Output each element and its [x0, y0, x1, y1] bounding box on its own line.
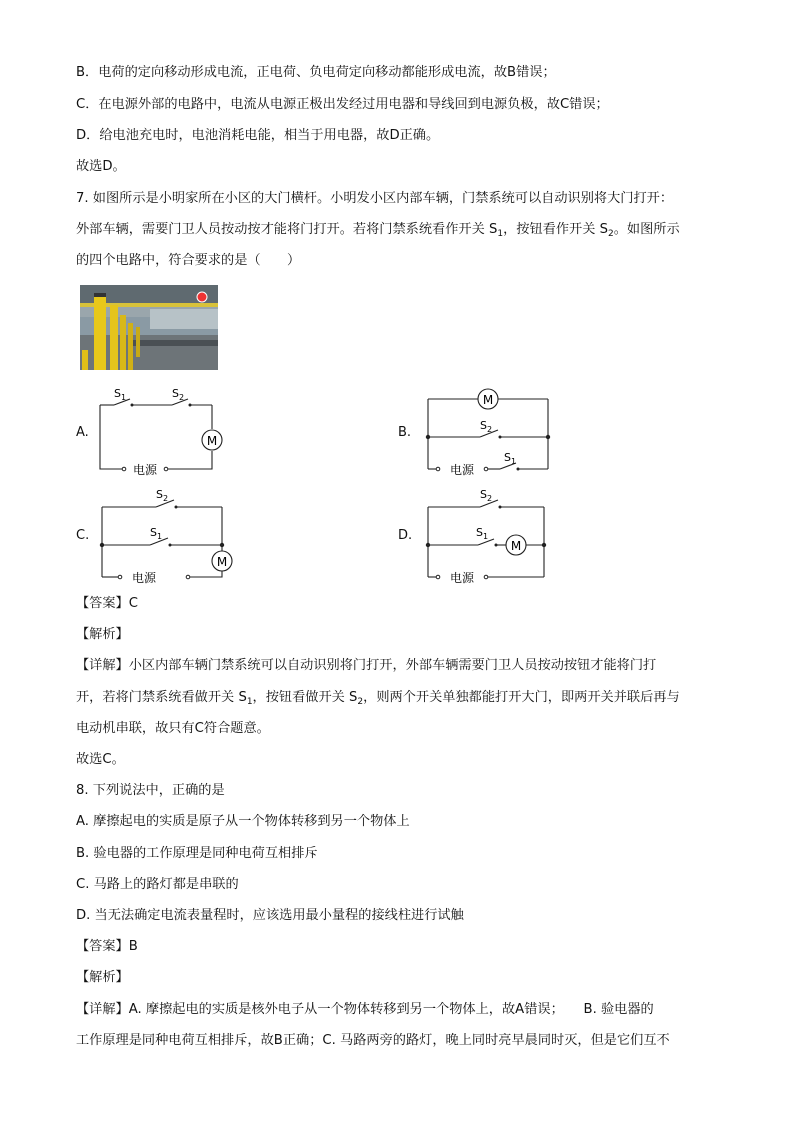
- q8-analysis-heading: 【解析】: [76, 970, 129, 985]
- switch-s1-label: $S_1$: [150, 526, 163, 541]
- q7-text-c: 。如图所示: [613, 222, 680, 237]
- q7-text-b: ，按钮看作开关 S: [503, 222, 608, 237]
- circuit-b: [418, 385, 558, 485]
- power-source-label: 电源: [132, 463, 158, 477]
- power-source-label: 电源: [131, 571, 157, 585]
- line-d-option: D．给电池充电时，电池消耗电能，相当于用电器，故D正确。: [76, 128, 440, 143]
- motor-label: M: [216, 555, 228, 569]
- q7-detail-text-b: ，按钮看做开关 S: [252, 690, 358, 705]
- switch-s2-label: $S_2$: [172, 387, 185, 402]
- switch-s2-label: $S_2$: [480, 419, 493, 434]
- q8-option-b: B. 验电器的工作原理是同种电荷互相排斥: [76, 846, 318, 861]
- q7-detail-text-c: ，则两个开关单独都能打开大门，即两开关并联后再与: [363, 690, 680, 705]
- q7-select: 故选C。: [76, 752, 125, 767]
- q7-text-a: 外部车辆，需要门卫人员按动按才能将门打开。若将门禁系统看作开关 S: [76, 222, 498, 237]
- switch-s1-label: $S_1$: [114, 387, 127, 402]
- q7-detail-text-a: 开，若将门禁系统看做开关 S: [76, 690, 247, 705]
- option-c-label: C.: [76, 528, 90, 543]
- q8-option-d: D. 当无法确定电流表量程时，应该选用最小量程的接线柱进行试触: [76, 908, 464, 923]
- power-source-label: 电源: [449, 463, 475, 477]
- motor-label: M: [206, 434, 218, 448]
- switch-s1-label: $S_1$: [504, 451, 517, 466]
- q7-line-1: 7. 如图所示是小明家所在小区的大门横杆。小明发小区内部车辆，门禁系统可以自动识别将大门打开：: [76, 191, 674, 206]
- subscript: 2: [607, 229, 614, 239]
- line-c-option: C．在电源外部的电路中，电流从电源正极出发经过用电器和导线回到电源负极，故C错误；: [76, 97, 609, 112]
- gate-barrier-photo: [80, 285, 218, 370]
- q8-detail-1: 【详解】A. 摩擦起电的实质是核外电子从一个物体转移到另一个物体上，故A错误； B. 验电器的: [76, 1002, 654, 1017]
- circuit-a: [90, 385, 230, 485]
- subscript: 1: [497, 229, 504, 239]
- q7-analysis-heading: 【解析】: [76, 627, 129, 642]
- option-b-label: B.: [398, 425, 412, 440]
- switch-s2-label: $S_2$: [480, 488, 493, 503]
- switch-s2-label: $S_2$: [156, 488, 169, 503]
- motor-label: M: [482, 393, 494, 407]
- option-d-label: D.: [398, 528, 413, 543]
- q7-detail-2: [76, 689, 680, 711]
- q8-stem: 8. 下列说法中，正确的是: [76, 783, 225, 798]
- q8-option-c: C. 马路上的路灯都是串联的: [76, 877, 239, 892]
- q8-answer: 【答案】B: [76, 939, 138, 954]
- motor-label: M: [510, 539, 522, 553]
- q7-line-2: [76, 221, 680, 243]
- q8-detail-2: 工作原理是同种电荷互相排斥，故B正确；C. 马路两旁的路灯，晚上同时亮早晨同时灭，但是它们互不: [76, 1033, 670, 1048]
- line-b-option: B．电荷的定向移动形成电流，正电荷、负电荷定向移动都能形成电流，故B错误；: [76, 65, 556, 80]
- q7-detail-1: 【详解】小区内部车辆门禁系统可以自动识别将门打开，外部车辆需要门卫人员按动按钮才能将门打: [76, 658, 657, 673]
- line-select-d: 故选D。: [76, 159, 126, 174]
- subscript: 2: [357, 697, 364, 707]
- subscript: 1: [246, 697, 253, 707]
- q7-answer: 【答案】C: [76, 596, 138, 611]
- q7-line-3: 的四个电路中，符合要求的是（ ）: [76, 253, 301, 268]
- circuit-c: [90, 485, 240, 585]
- switch-s1-label: $S_1$: [476, 526, 489, 541]
- q7-detail-3: 电动机串联，故只有C符合题意。: [76, 721, 270, 736]
- power-source-label: 电源: [449, 571, 475, 585]
- option-a-label: A.: [76, 425, 89, 440]
- circuit-d: [418, 485, 568, 585]
- q8-option-a: A. 摩擦起电的实质是原子从一个物体转移到另一个物体上: [76, 814, 410, 829]
